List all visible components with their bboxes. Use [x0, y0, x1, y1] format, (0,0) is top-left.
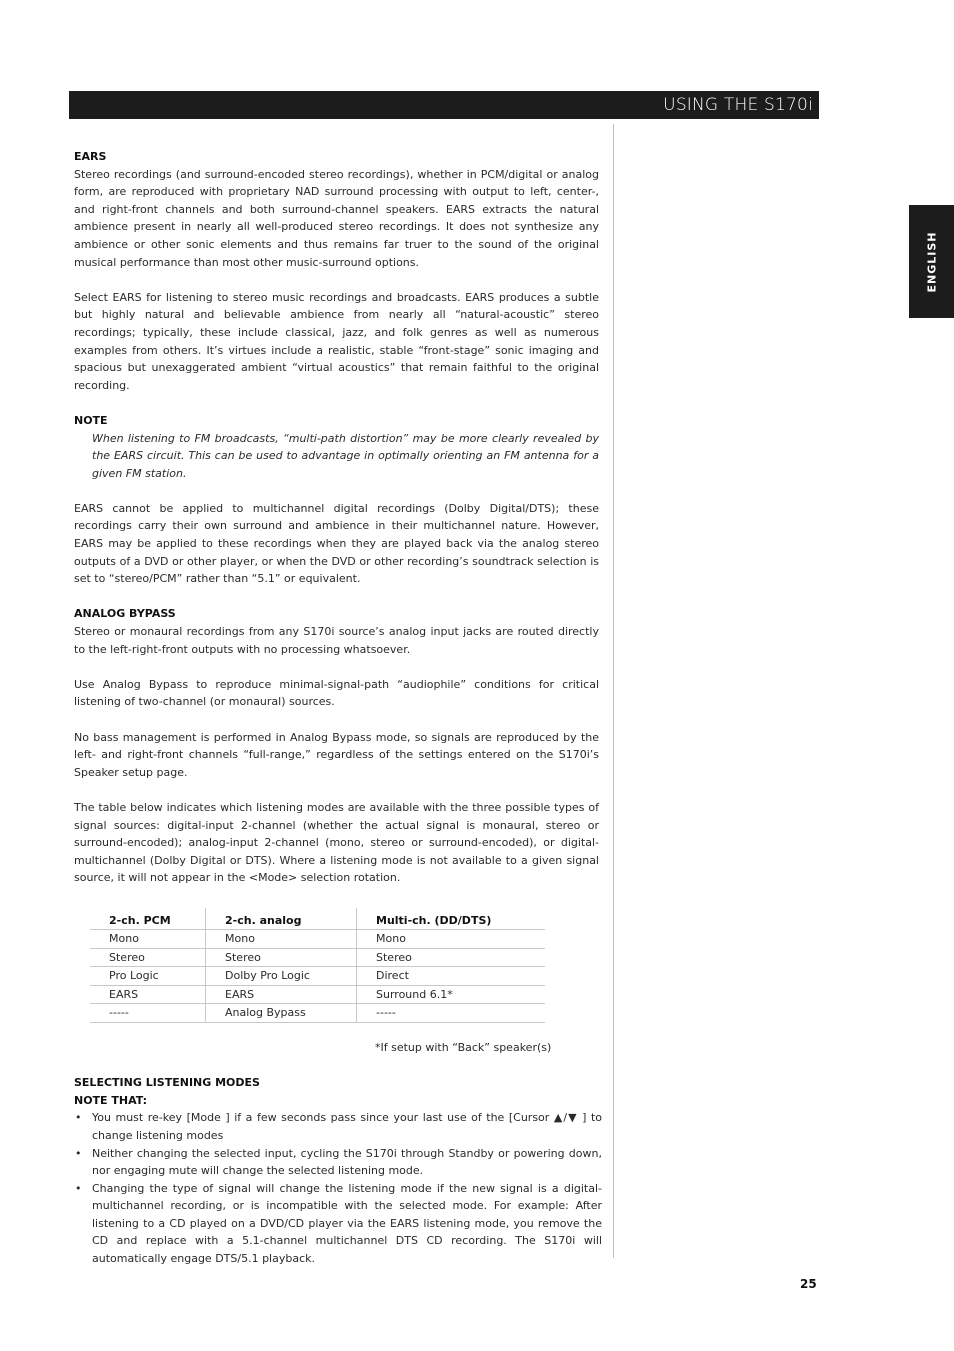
table-cell: Stereo [206, 948, 357, 967]
language-tab [909, 205, 954, 318]
table-cell: Pro Logic [90, 967, 206, 986]
page-number: 25 [800, 1277, 817, 1291]
list-item: • You must re-key [Mode ] if a few seconds pass since your last use of the [Cursor ▲/▼ ] to change listening modes [74, 1109, 602, 1144]
list-item: • Changing the type of signal will change the listening mode if the new signal is a digital-multichannel recording, or is incompatible with the selected mode. For example: After listening to a CD played on a DVD/CD player via the EARS listening mode, you remove the CD and replace with a 5.1-channel multichannel DTS CD recording. The S170i will automatically engage DTS/5.1 playback. [74, 1180, 602, 1268]
table-cell: Stereo [90, 948, 206, 967]
note-heading: NOTE [74, 413, 108, 427]
table-cell: Mono [206, 930, 357, 949]
language-tab-label: ENGLISH [925, 231, 938, 292]
column-header: Multi-ch. (DD/DTS) [357, 908, 546, 930]
column-header: 2-ch. PCM [90, 908, 206, 930]
table-cell: EARS [206, 985, 357, 1004]
table-cell: Direct [357, 967, 546, 986]
list-item: • Neither changing the selected input, cycling the S170i through Standby or powering down, nor engaging mute will change the selected listening mode. [74, 1145, 602, 1180]
ears-paragraph-1: Stereo recordings (and surround-encoded stereo recordings), whether in PCM/digital or analog form, are reproduced with proprietary NAD surround processing with output to left, center-, and right-front channels and both surround-channel speakers. EARS extracts the natural ambience present in nearly all well-produced stereo recordings. It does not synthesize any ambience or other sonic elements and thus remains far truer to the sound of the original musical performance than most other music-surround options. [74, 167, 599, 269]
section-heading-selecting-modes: SELECTING LISTENING MODES [74, 1076, 260, 1090]
table-cell: ----- [90, 1004, 206, 1023]
table-cell: Surround 6.1* [357, 985, 546, 1004]
table-cell: EARS [90, 985, 206, 1004]
table-header-row [90, 908, 545, 930]
note-text: When listening to FM broadcasts, “multi-path distortion” may be more clearly revealed by the EARS circuit. This can be used to advantage in optimally orienting an FM antenna for a given FM station. [92, 431, 599, 480]
note-that-list [74, 1109, 602, 1267]
section-heading-ears: EARS [74, 150, 107, 163]
table-cell: Analog Bypass [206, 1004, 357, 1023]
table-cell: Mono [90, 930, 206, 949]
table-row [90, 930, 545, 949]
note-that-heading: NOTE THAT: [74, 1093, 148, 1107]
table-row [90, 967, 545, 986]
header-bar [69, 91, 819, 119]
table-cell: Stereo [357, 948, 546, 967]
main-content [74, 148, 602, 1268]
analog-bypass-paragraph-4: The table below indicates which listening modes are available with the three possible types of signal sources: digital-input 2-channel (whether the actual signal is monaural, stereo or surround-encoded); analog-input 2-channel (mono, stereo or surround-encoded), or digital-multichannel (Dolby Digital or DTS). Where a listening mode is not available to a given signal source, it will not appear in the <Mode> selection rotation. [74, 800, 599, 885]
listening-modes-table [90, 908, 545, 1023]
table-footnote: *If setup with “Back” speaker(s) [375, 1040, 552, 1054]
ears-paragraph-2: Select EARS for listening to stereo music recordings and broadcasts. EARS produces a subtle but highly natural and believable ambience from nearly all “natural-acoustic” stereo recordings; typically, these include classical, jazz, and folk genres as well as numerous examples from others. It’s virtues include a realistic, stable “front-stage” sonic imaging and spacious but unexaggerated ambient “virtual acoustics” that remain faithful to the original recording. [74, 290, 599, 392]
column-header: 2-ch. analog [206, 908, 357, 930]
table-cell: ----- [357, 1004, 546, 1023]
table-row [90, 1004, 545, 1023]
page-title: USING THE S170i [663, 95, 813, 115]
table-row [90, 985, 545, 1004]
table-cell: Dolby Pro Logic [206, 967, 357, 986]
analog-bypass-paragraph-3: No bass management is performed in Analog Bypass mode, so signals are reproduced by the left- and right-front channels “full-range,” regardless of the settings entered on the S170i’s Speaker setup page. [74, 730, 599, 779]
table-cell: Mono [357, 930, 546, 949]
column-divider [613, 124, 614, 1258]
analog-bypass-paragraph-2: Use Analog Bypass to reproduce minimal-signal-path “audiophile” conditions for critical listening of two-channel (or monaural) sources. [74, 677, 599, 709]
section-heading-analog-bypass: ANALOG BYPASS [74, 607, 176, 621]
analog-bypass-paragraph-1: Stereo or monaural recordings from any S170i source’s analog input jacks are routed directly to the left-right-front outputs with no processing whatsoever. [74, 625, 599, 656]
ears-paragraph-3: EARS cannot be applied to multichannel digital recordings (Dolby Digital/DTS); these recordings carry their own surround and ambience in their multichannel nature. However, EARS may be applied to these recordings when they are played back via the analog stereo outputs of a DVD or other player, or when the DVD or other recording’s soundtrack selection is set to “stereo/PCM” rather than “5.1” or equivalent. [74, 501, 599, 586]
table-row [90, 948, 545, 967]
